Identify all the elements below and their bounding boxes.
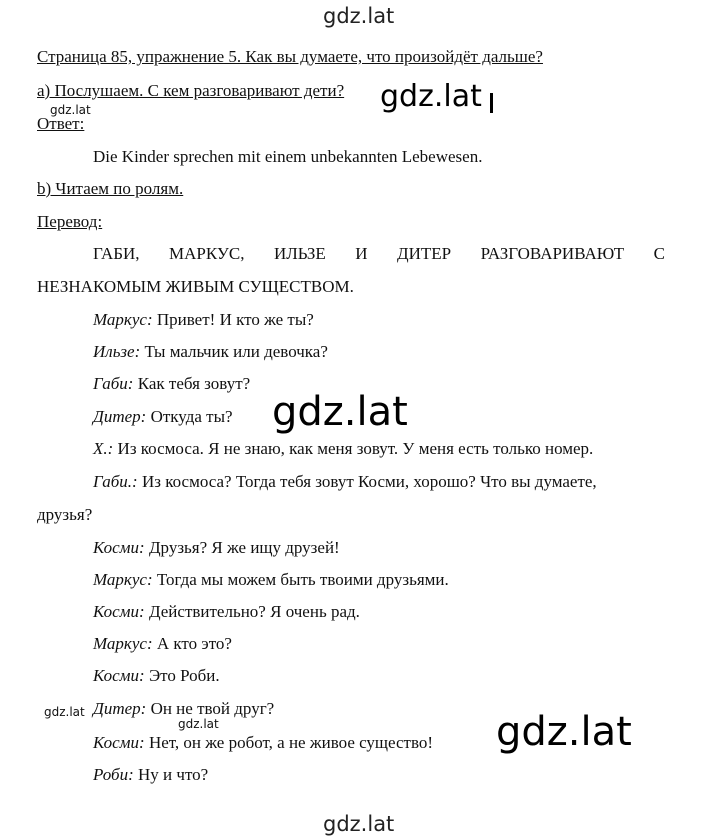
dialogue-line bbox=[93, 473, 597, 490]
dialogue-line bbox=[93, 539, 340, 556]
watermark-small-3: gdz.lat bbox=[178, 717, 219, 731]
intro-line-1 bbox=[93, 245, 665, 262]
dialogue-text: Как тебя зовут? bbox=[137, 374, 251, 393]
dialogue-text: Привет! И кто же ты? bbox=[156, 310, 314, 329]
intro-word: РАЗГОВАРИВАЮТ bbox=[480, 244, 625, 263]
intro-word: ИЛЬЗЕ bbox=[273, 244, 326, 263]
watermark-large-center: gdz.lat bbox=[272, 389, 408, 435]
speaker-name: Косми: bbox=[93, 602, 145, 621]
dialogue-line bbox=[93, 375, 250, 392]
speaker-name: Габи: bbox=[93, 374, 134, 393]
dialogue-line bbox=[93, 343, 328, 360]
speaker-name: Роби: bbox=[93, 765, 134, 784]
intro-line-2: НЕЗНАКОМЫМ ЖИВЫМ СУЩЕСТВОМ. bbox=[37, 277, 354, 296]
speaker-name: Габи.: bbox=[93, 472, 138, 491]
dialogue-text: Это Роби. bbox=[148, 666, 220, 685]
section-a-question: а) Послушаем. С кем разговаривают дети? bbox=[37, 81, 345, 100]
dialogue-text: Нет, он же робот, а не живое существо! bbox=[148, 733, 434, 752]
speaker-name: Косми: bbox=[93, 538, 145, 557]
dialogue-line bbox=[93, 311, 314, 328]
dialogue-line bbox=[93, 734, 433, 751]
dialogue-line bbox=[93, 571, 449, 588]
dialogue-text: Откуда ты? bbox=[150, 407, 233, 426]
speaker-name: Косми: bbox=[93, 733, 145, 752]
watermark-top: gdz.lat bbox=[323, 4, 395, 28]
dialogue-text: Друзья? Я же ищу друзей! bbox=[148, 538, 340, 557]
dialogue-line bbox=[93, 408, 233, 425]
page-title: Страница 85, упражнение 5. Как вы думаете, что произойдёт дальше? bbox=[37, 47, 543, 66]
dialogue-line bbox=[93, 766, 208, 783]
dialogue-text: Действительно? Я очень рад. bbox=[148, 602, 360, 621]
speaker-name: Косми: bbox=[93, 666, 145, 685]
dialogue-continuation: друзья? bbox=[37, 505, 93, 524]
intro-word: С bbox=[653, 244, 665, 263]
speaker-name: Маркус: bbox=[93, 634, 153, 653]
watermark-small-1: gdz.lat bbox=[50, 103, 91, 117]
dialogue-line bbox=[93, 667, 220, 684]
dialogue-line bbox=[93, 440, 593, 457]
watermark-small-2: gdz.lat bbox=[44, 705, 85, 719]
dialogue-text: Из космоса? Тогда тебя зовут Косми, хорошо? Что вы думаете, bbox=[141, 472, 597, 491]
dialogue-text: Тогда мы можем быть твоими друзьями. bbox=[156, 570, 449, 589]
dialogue-line bbox=[93, 635, 232, 652]
answer-label: Ответ: bbox=[37, 114, 85, 133]
speaker-name: Ильзе: bbox=[93, 342, 141, 361]
text-cursor bbox=[490, 93, 493, 113]
intro-word: И bbox=[355, 244, 368, 263]
translation-label: Перевод: bbox=[37, 212, 103, 231]
intro-word: МАРКУС, bbox=[169, 244, 245, 263]
dialogue-text: А кто это? bbox=[156, 634, 232, 653]
dialogue-text: Он не твой друг? bbox=[150, 699, 275, 718]
speaker-name: Х.: bbox=[93, 439, 114, 458]
watermark-large-right: gdz.lat bbox=[496, 709, 632, 755]
intro-word: ДИТЕР bbox=[397, 244, 452, 263]
speaker-name: Маркус: bbox=[93, 570, 153, 589]
watermark-medium-1: gdz.lat bbox=[380, 79, 482, 114]
dialogue-line bbox=[93, 700, 274, 717]
dialogue-text: Ну и что? bbox=[138, 765, 209, 784]
speaker-name: Дитер: bbox=[93, 699, 147, 718]
answer-text: Die Kinder sprechen mit einem unbekannten Lebewesen. bbox=[93, 147, 483, 166]
dialogue-line bbox=[93, 603, 360, 620]
intro-word: ГАБИ, bbox=[93, 244, 140, 263]
speaker-name: Дитер: bbox=[93, 407, 147, 426]
section-b-heading: b) Читаем по ролям. bbox=[37, 179, 184, 198]
watermark-bottom: gdz.lat bbox=[323, 812, 395, 836]
dialogue-text: Из космоса. Я не знаю, как меня зовут. У меня есть только номер. bbox=[117, 439, 594, 458]
dialogue-text: Ты мальчик или девочка? bbox=[144, 342, 328, 361]
speaker-name: Маркус: bbox=[93, 310, 153, 329]
